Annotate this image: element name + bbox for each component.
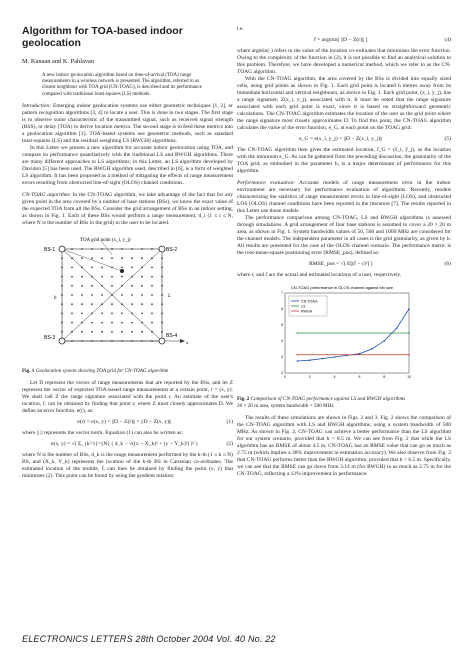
grid-point <box>81 294 83 296</box>
grid-point <box>91 285 93 287</box>
right-paragraph-1: where argmin(·) refers to the value of the location co-ordinates that minimises the error function. Owing to the complexity of the function in (2), it is not possible to find an analytical solution to this problem. Therefore, we have developed a numerical method, which we refer to as the CN-TOAG algorithm. <box>237 48 451 75</box>
abstract: A new indoor geolocation algorithm based on time-of-arrival (TOA) range measurements in a wireless network is presented. The algorithm, referred to as closest neighbour with TOA grid (CN-TOAG), is described and its performance compared with traditional least-squares (LS) methods. <box>42 73 202 97</box>
figure-2-caption <box>237 396 451 409</box>
grid-point <box>101 322 103 324</box>
y-tick-label: 3 <box>281 355 283 360</box>
grid-point <box>91 303 93 305</box>
series-point-ls <box>408 332 410 334</box>
title-line-2: geolocation <box>22 36 81 49</box>
bs-1-label: BS-1 <box>44 246 56 253</box>
user-marker <box>120 269 124 273</box>
grid-point <box>111 312 113 314</box>
grid-point <box>151 266 153 268</box>
grid-point <box>71 266 73 268</box>
x-tick-label: 2 <box>308 375 311 379</box>
intro-text: Emerging indoor geolocation systems use either geometric techniques [1, 2], or pattern recognition algorithms [3, 4] to locate a user. This is done in two stages. The first stage is to observe some characteristic of the transmitted signal, such as received signal strength (RSS), or delay (TOA) to derive location metrics. The second stage is to feed these metrics into a geolocation algorithm [1]. TOA-based systems use geometric methods, such as standard least-squares (LS) and the residual weighting LS (RWGH) algorithms. <box>22 102 234 144</box>
equation-4 <box>237 37 451 44</box>
figure-1-caption-label: Fig. 1 <box>22 367 35 374</box>
chart-series-group <box>297 308 410 362</box>
series-point-rwgh <box>297 354 299 356</box>
equation-6-number: (6) <box>444 261 451 267</box>
grid-point <box>91 322 93 324</box>
bs-2-label: BS-2 <box>166 246 178 253</box>
grid-point <box>111 257 113 259</box>
equation-2-note: where N is the number of BSs, d_k is the range measurement performed by the k-th (1 ≤ k ≤ N) BS, and (X_k, Y_k) represents the location of the k-th BS in Cartesian co-ordinates. The estimated location of the mobile, r̂, can then be obtained by finding the point (x, y) that minimises (2). This point can be found by using the gradient relation: <box>22 452 233 480</box>
grid-point <box>71 322 73 324</box>
grid-point <box>71 294 73 296</box>
grid-point <box>121 276 123 278</box>
series-point-cn-toag <box>408 308 410 310</box>
grid-point <box>121 266 123 268</box>
legend-label-rwgh: RWGH <box>301 309 313 314</box>
grid-point <box>101 266 103 268</box>
series-point-cn-toag <box>297 360 299 362</box>
grid-point <box>131 322 133 324</box>
y-tick-label: 5 <box>281 323 283 328</box>
series-point-cn-toag <box>371 348 373 350</box>
grid-point <box>131 285 133 287</box>
series-line-cn-toag <box>297 309 409 361</box>
perf-text: Accurate models of range measurement error in the indoor environment are necessary for performance evaluation of algorithms. Recently, models characterising the statistics of range measurement errors in line-of-sight (LOS), and obstructed LOS (OLOS) channel conditions have been reported in the literature [7]. The results reported in this Letter use those models. <box>237 180 451 214</box>
right-paragraph-2: With the CN-TOAG algorithm, the area covered by the BSs is divided into equally sized cells, using grid points as shown in Fig. 1. Each grid point is located h metres away from its immediate horizontal and vertical neighbours, as shown in Fig. 1. Each grid point, (x_i, y_j), has a range signature, Z(x_i, y_j), associated with it. It must be noted that the range signature associated with each grid point is exact, since it is based on straightforward geometric calculations. The CN-TOAG algorithm estimates the location of the user as the grid point where the range signature most closely approximates D. To find this point, the CN-TOAG algorithm calculates the value of the error function, e_G, at each point on the TOAG grid: <box>237 76 451 131</box>
x-tick-label: 4 <box>333 375 336 379</box>
x-tick-label: 0 <box>284 375 286 379</box>
right-column <box>237 26 451 478</box>
equation-1 <box>22 419 233 426</box>
cn-text: In the CN-TOAG algorithm, we take advantage of the fact that for any given point in the area covered by a number of base stations (BSs), we know the exact value of the expected TOA from all the BSs. Consider the grid arrangement of BSs in an indoor setting, as shown in Fig. 1. Each of these BSs would perform a range measurement, d_i (1 ≤ i ≤ N, where N is the number of BSs in the grid) to the user to be located. <box>22 191 233 226</box>
perf-label: Performance evaluation: <box>237 180 296 186</box>
grid-point <box>101 276 103 278</box>
bs-4-marker <box>159 338 165 344</box>
grid-point <box>81 276 83 278</box>
grid-point <box>101 257 103 259</box>
grid-point <box>91 294 93 296</box>
grid-point <box>121 257 123 259</box>
x-label: x <box>186 340 189 346</box>
ie-label: i.e. <box>237 26 244 32</box>
series-point-rwgh <box>408 354 410 356</box>
grid-point <box>141 303 143 305</box>
h-label: h <box>54 295 57 301</box>
grid-point <box>141 294 143 296</box>
grid-point <box>81 257 83 259</box>
grid-point <box>111 331 113 333</box>
figure-2-caption-text: Comparison of CN-TOAG performance against LS and RWGH algorithms <box>250 396 406 402</box>
grid-point <box>151 285 153 287</box>
perf-paragraph-2: The performance comparison among CN-TOAG, LS and RWGH algorithms is assessed through simulations. A grid arrangement of four base stations is assumed to cover a 20 × 20 m area, as shown in Fig. 1. System bandwidth values of 50, 500 and 1000 MHz are considered for the channel models. The independent parameter in all cases is the grid granularity, as given by h. All results are presented for the case of the OLOS channel scenario. The performance metric is the root-mean-square positioning error (RMSE_pos), defined as: <box>237 215 451 256</box>
intro-paragraph-2: In this Letter we present a new algorithm for accurate indoor geolocation using TOA, and compare its performance quantitatively with the traditional LS and RWGH algorithms. There are many different approaches to LS algorithms; in this Letter, an LS algorithm developed by Davidon [5] has been used. The RWGH algorithm used, described in [6], is a form of weighted LS algorithm. It has been proposed as a method of mitigating the effects of range measurement errors resulting from obstructed line-of-sight (OLOS) channel conditions. <box>22 144 233 186</box>
equation-4-number: (4) <box>444 37 451 43</box>
grid-point <box>151 312 153 314</box>
equation-2 <box>22 441 233 448</box>
equation-2-body: e(x, y) = √( Σ_{k=1}^{N} ( d_k − √((x − X_k)² + (y − Y_k)²) )² ) <box>51 441 198 448</box>
series-point-ls <box>297 332 299 334</box>
grid-point <box>91 266 93 268</box>
grid-point <box>101 331 103 333</box>
x-axis-arrow <box>180 339 185 343</box>
grid-point <box>71 312 73 314</box>
figure-2-chart <box>267 283 417 387</box>
equation-5-number: (5) <box>444 136 451 142</box>
grid-point <box>141 312 143 314</box>
left-column <box>22 26 233 480</box>
article-title <box>22 26 233 49</box>
grid-label-pointer <box>102 242 112 255</box>
series-point-cn-toag <box>383 340 385 342</box>
grid-point <box>141 331 143 333</box>
authors: M. Kanaan and K. Pahlavan <box>22 58 95 65</box>
equation-2-number: (2) <box>226 441 233 448</box>
right-paragraph-4: The results of these simulations are shown in Figs. 2 and 3. Fig. 2 shows the comparison of the CN-TOAG algorithm with LS and RWGH algorithms, using a system bandwidth of 500 MHz. As shown in Fig. 2, CN-TOAG can achieve a better performance than the LS algorithm for our system scenario, provided that h < 8.5 m. We can see from Fig. 2 that while the LS algorithm has an RMSE of about 4.5 m, CN-TOAG has an RMSE value that can go as much as 2.75 m (which implies a 38% improvement in estimation accuracy). We also observe from Fig. 2 that CN-TOAG performs better than the RWGH algorithm, provided that h < 6.5 m. Specifically, we can see that the RMSE can go down from 3.14 m (for RWGH) to as much as 2.75 m for the CN-TOAG, reflecting a 12% improvement in performance. <box>237 415 451 477</box>
figure-1-caption <box>22 368 233 375</box>
grid-point-label: TOA grid point (x_i, y_j) <box>80 237 131 243</box>
bs-3-label: BS-3 <box>44 334 56 341</box>
equation-6-body: RMSE_pos = √( E[(r̂ − r)²] ) <box>308 261 373 267</box>
grid-point <box>111 303 113 305</box>
cn-label: CN-TOAG algorithm: <box>22 191 71 198</box>
grid-point <box>111 276 113 278</box>
equation-6 <box>237 261 451 268</box>
grid-point <box>151 294 153 296</box>
series-point-cn-toag <box>321 358 323 360</box>
equation-4-body: r̂ = argmin[ ||D − Z(r)|| ] <box>313 37 368 43</box>
grid-point <box>81 331 83 333</box>
intro-label: Introduction: <box>22 102 52 109</box>
chart-legend <box>289 296 327 316</box>
let-paragraph: Let D represent the vector of range measurements that are reported by the BSs, and let Z represent the vector of expected TOA-based range measurements at a certain point, r = (x, y). We shall call Z the range signature associated with the point r. An estimate of the user's location, r̂, can be obtained by finding that point r, where Z most closely approximates D. We define an error function, e(r), as: <box>22 380 233 415</box>
grid-point <box>151 303 153 305</box>
grid-point <box>71 303 73 305</box>
series-point-cn-toag <box>309 359 311 361</box>
l-label: L <box>168 293 171 299</box>
bs-3-marker <box>59 338 65 344</box>
grid-point <box>121 322 123 324</box>
grid-point <box>141 285 143 287</box>
intro-paragraph-1 <box>22 103 233 145</box>
right-paragraph-3: The CN-TOAG algorithm then gives the estimated location, r̂_G = (x̂_i, ŷ_j), as the location with the minimum e_G. As can be gathered from the preceding discussion, the granularity of the TOA grid, as embodied in the parameter h, is a major determinant of performance for this algorithm. <box>237 147 451 174</box>
y-tick-label: 4 <box>281 339 283 344</box>
cn-paragraph-1 <box>22 192 233 227</box>
x-tick-label: 8 <box>383 375 386 379</box>
grid-point <box>71 276 73 278</box>
equation-6-note: where r, and r̂ are the actual and estimated locations of a user, respectively. <box>237 272 402 278</box>
grid-point <box>71 285 73 287</box>
series-point-cn-toag <box>396 327 398 329</box>
bs-1-marker <box>59 246 65 252</box>
grid-point <box>131 331 133 333</box>
bs-4-label: BS-4 <box>166 332 178 339</box>
equation-1-number: (1) <box>226 419 233 426</box>
chart-title: CN-TOAG performance in OLOS channel against bin size <box>290 285 394 290</box>
bs-2-marker <box>159 246 165 252</box>
grid-point <box>121 312 123 314</box>
figure-2-caption-sub: 20 × 20 m area, system bandwidth = 500 MHz <box>237 402 334 409</box>
grid-point <box>81 312 83 314</box>
grid-point <box>131 294 133 296</box>
grid-point <box>121 331 123 333</box>
grid-point <box>111 322 113 324</box>
grid-point <box>121 294 123 296</box>
equation-5-body: e_G = e(x_i, y_j) = ||D − Z(x_i, y_j)|| <box>299 136 383 142</box>
journal-footer: ELECTRONICS LETTERS 28th October 2004 Vol. 40 No. 22 <box>22 634 276 644</box>
equation-5 <box>237 136 451 143</box>
figure-2-caption-label: Fig. 2 <box>237 396 250 402</box>
grid-point <box>141 276 143 278</box>
x-tick-label: 6 <box>358 375 361 379</box>
figure-1-grid-diagram <box>40 231 200 359</box>
grid-point <box>141 257 143 259</box>
series-point-cn-toag <box>334 356 336 358</box>
x-tick-label: 10 <box>407 375 411 379</box>
grid-point <box>101 312 103 314</box>
grid-point <box>81 285 83 287</box>
legend-label-cn-toag: CN-TOAG <box>301 299 318 304</box>
perf-paragraph-1 <box>237 180 451 215</box>
grid-point <box>101 294 103 296</box>
grid-point <box>131 303 133 305</box>
grid-point <box>91 331 93 333</box>
grid-point <box>151 322 153 324</box>
grid-point <box>131 266 133 268</box>
equation-1-body: e(r) = e(x, y) = ||D − Z(r)|| = ||D − Z(x, y)|| <box>77 419 172 426</box>
y-tick-label: 2 <box>281 371 283 376</box>
y-tick-label: 6 <box>281 307 283 312</box>
grid-point <box>111 285 113 287</box>
grid-point <box>91 257 93 259</box>
grid-point <box>81 303 83 305</box>
grid-point <box>151 276 153 278</box>
figure-1-caption-text: Geolocation system showing TOA grid for CN-TOAG algorithm <box>35 367 169 374</box>
title-line-1: Algorithm for TOA-based indoor <box>22 25 183 37</box>
equation-1-note: where || || represents the vector norm. Equation (1) can also be written as: <box>22 430 184 437</box>
legend-label-ls: LS <box>301 304 306 309</box>
y-tick-label: 7 <box>281 291 283 296</box>
grid-point <box>131 257 133 259</box>
